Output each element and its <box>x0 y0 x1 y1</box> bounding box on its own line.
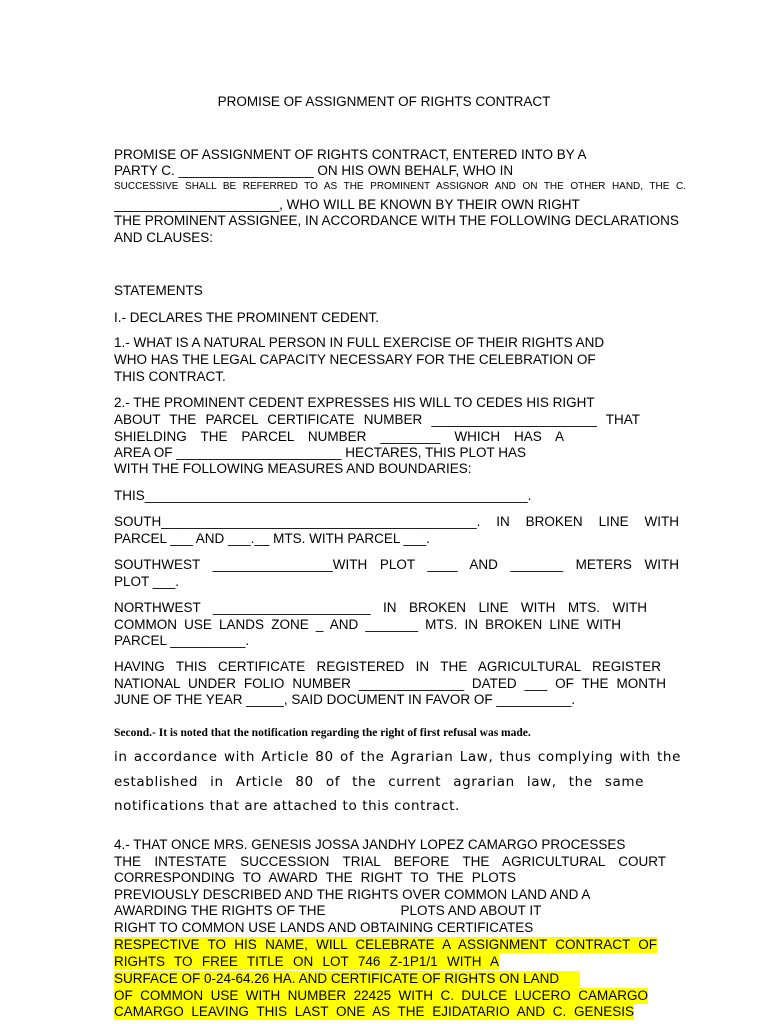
accordance-line-3: notifications that are attached to this contract. <box>114 798 460 814</box>
item4-line-2: THE INTESTATE SUCCESSION TRIAL BEFORE THE AGRICULTURAL COURT <box>114 854 666 869</box>
item2-line-4: AREA OF ______________________ HECTARES, THIS PLOT HAS <box>114 445 526 460</box>
highlighted-line-5: CAMARGO LEAVING THIS LAST ONE AS THE EJIDATARIO AND C. GENESIS <box>114 1004 634 1019</box>
item2-line-5: WITH THE FOLLOWING MEASURES AND BOUNDARIES: <box>114 461 472 476</box>
item1-line-3: THIS CONTRACT. <box>114 369 226 384</box>
intro-line-1: PROMISE OF ASSIGNMENT OF RIGHTS CONTRACT, ENTERED INTO BY A <box>114 147 587 162</box>
intro-line-3: SUCCESSIVE SHALL BE REFERRED TO AS THE PROMINENT ASSIGNOR AND ON THE OTHER HAND, THE C. <box>114 181 686 192</box>
northwest-line-1: NORTHWEST _____________________ IN BROKEN LINE WITH MTS. WITH <box>114 600 647 615</box>
highlighted-line-4: OF COMMON USE WITH NUMBER 22425 WITH C. DULCE LUCERO CAMARGO <box>114 988 648 1003</box>
item4-line-1: 4.- THAT ONCE MRS. GENESIS JOSSA JANDHY LOPEZ CAMARGO PROCESSES <box>114 837 626 852</box>
item1-line-1: 1.- WHAT IS A NATURAL PERSON IN FULL EXERCISE OF THEIR RIGHTS AND <box>114 335 605 350</box>
intro-line-4: ______________________, WHO WILL BE KNOWN BY THEIR OWN RIGHT <box>114 197 580 212</box>
south-line-1: SOUTH__________________________________________. IN BROKEN LINE WITH <box>114 514 679 529</box>
document-title: PROMISE OF ASSIGNMENT OF RIGHTS CONTRACT <box>217 94 551 109</box>
item4-line-4: PREVIOUSLY DESCRIBED AND THE RIGHTS OVER COMMON LAND AND A <box>114 887 591 902</box>
southwest-line-2: PLOT ___. <box>114 574 180 589</box>
second-heading: Second.- It is noted that the notification regarding the right of first refusal was made. <box>114 727 531 739</box>
item4-line-6: RIGHT TO COMMON USE LANDS AND OBTAINING CERTIFICATES <box>114 920 534 935</box>
highlighted-line-1: RESPECTIVE TO HIS NAME, WILL CELEBRATE A ASSIGNMENT CONTRACT OF <box>114 937 657 952</box>
item2-line-1: 2.- THE PROMINENT CEDENT EXPRESSES HIS WILL TO CEDES HIS RIGHT <box>114 395 595 410</box>
south-line-2: PARCEL ___ AND ___.__ MTS. WITH PARCEL ___. <box>114 531 430 546</box>
item2-line-2: ABOUT THE PARCEL CERTIFICATE NUMBER ______________________ THAT <box>114 412 640 427</box>
highlighted-line-3: SURFACE OF 0-24-64.26 HA. AND CERTIFICATE OF RIGHTS ON LAND <box>114 971 580 987</box>
having-line-3: JUNE OF THE YEAR _____, SAID DOCUMENT IN FAVOR OF __________. <box>114 692 576 707</box>
accordance-line-1: in accordance with Article 80 of the Agrarian Law, thus complying with the <box>114 749 681 765</box>
statements-heading: STATEMENTS <box>114 283 203 298</box>
declares-heading: I.- DECLARES THE PROMINENT CEDENT. <box>114 310 380 325</box>
intro-line-2: PARTY C. __________________ ON HIS OWN BEHALF, WHO IN <box>114 163 514 178</box>
northwest-line-3: PARCEL __________. <box>114 633 250 648</box>
accordance-line-2: established in Article 80 of the current agrarian law, the same <box>114 774 644 790</box>
item2-line-3: SHIELDING THE PARCEL NUMBER ________ WHICH HAS A <box>114 429 564 444</box>
highlighted-line-2: RIGHTS TO FREE TITLE ON LOT 746 Z-1P1/1 WITH A <box>114 954 499 969</box>
item4-line-3: CORRESPONDING TO AWARD THE RIGHT TO THE PLOTS <box>114 870 516 885</box>
intro-line-6: AND CLAUSES: <box>114 230 214 245</box>
this-line: THIS___________________________________________________. <box>114 488 532 503</box>
northwest-line-2: COMMON USE LANDS ZONE _ AND _______ MTS. IN BROKEN LINE WITH <box>114 617 621 632</box>
item1-line-2: WHO HAS THE LEGAL CAPACITY NECESSARY FOR THE CELEBRATION OF <box>114 352 596 367</box>
intro-line-5: THE PROMINENT ASSIGNEE, IN ACCORDANCE WITH THE FOLLOWING DECLARATIONS <box>114 213 679 228</box>
having-line-2: NATIONAL UNDER FOLIO NUMBER ______________ DATED ___ OF THE MONTH <box>114 676 666 691</box>
item4-line-5: AWARDING THE RIGHTS OF THE PLOTS AND ABOUT IT <box>114 903 542 918</box>
having-line-1: HAVING THIS CERTIFICATE REGISTERED IN THE AGRICULTURAL REGISTER <box>114 659 661 674</box>
southwest-line-1: SOUTHWEST ________________WITH PLOT ____ AND _______ METERS WITH <box>114 557 679 572</box>
